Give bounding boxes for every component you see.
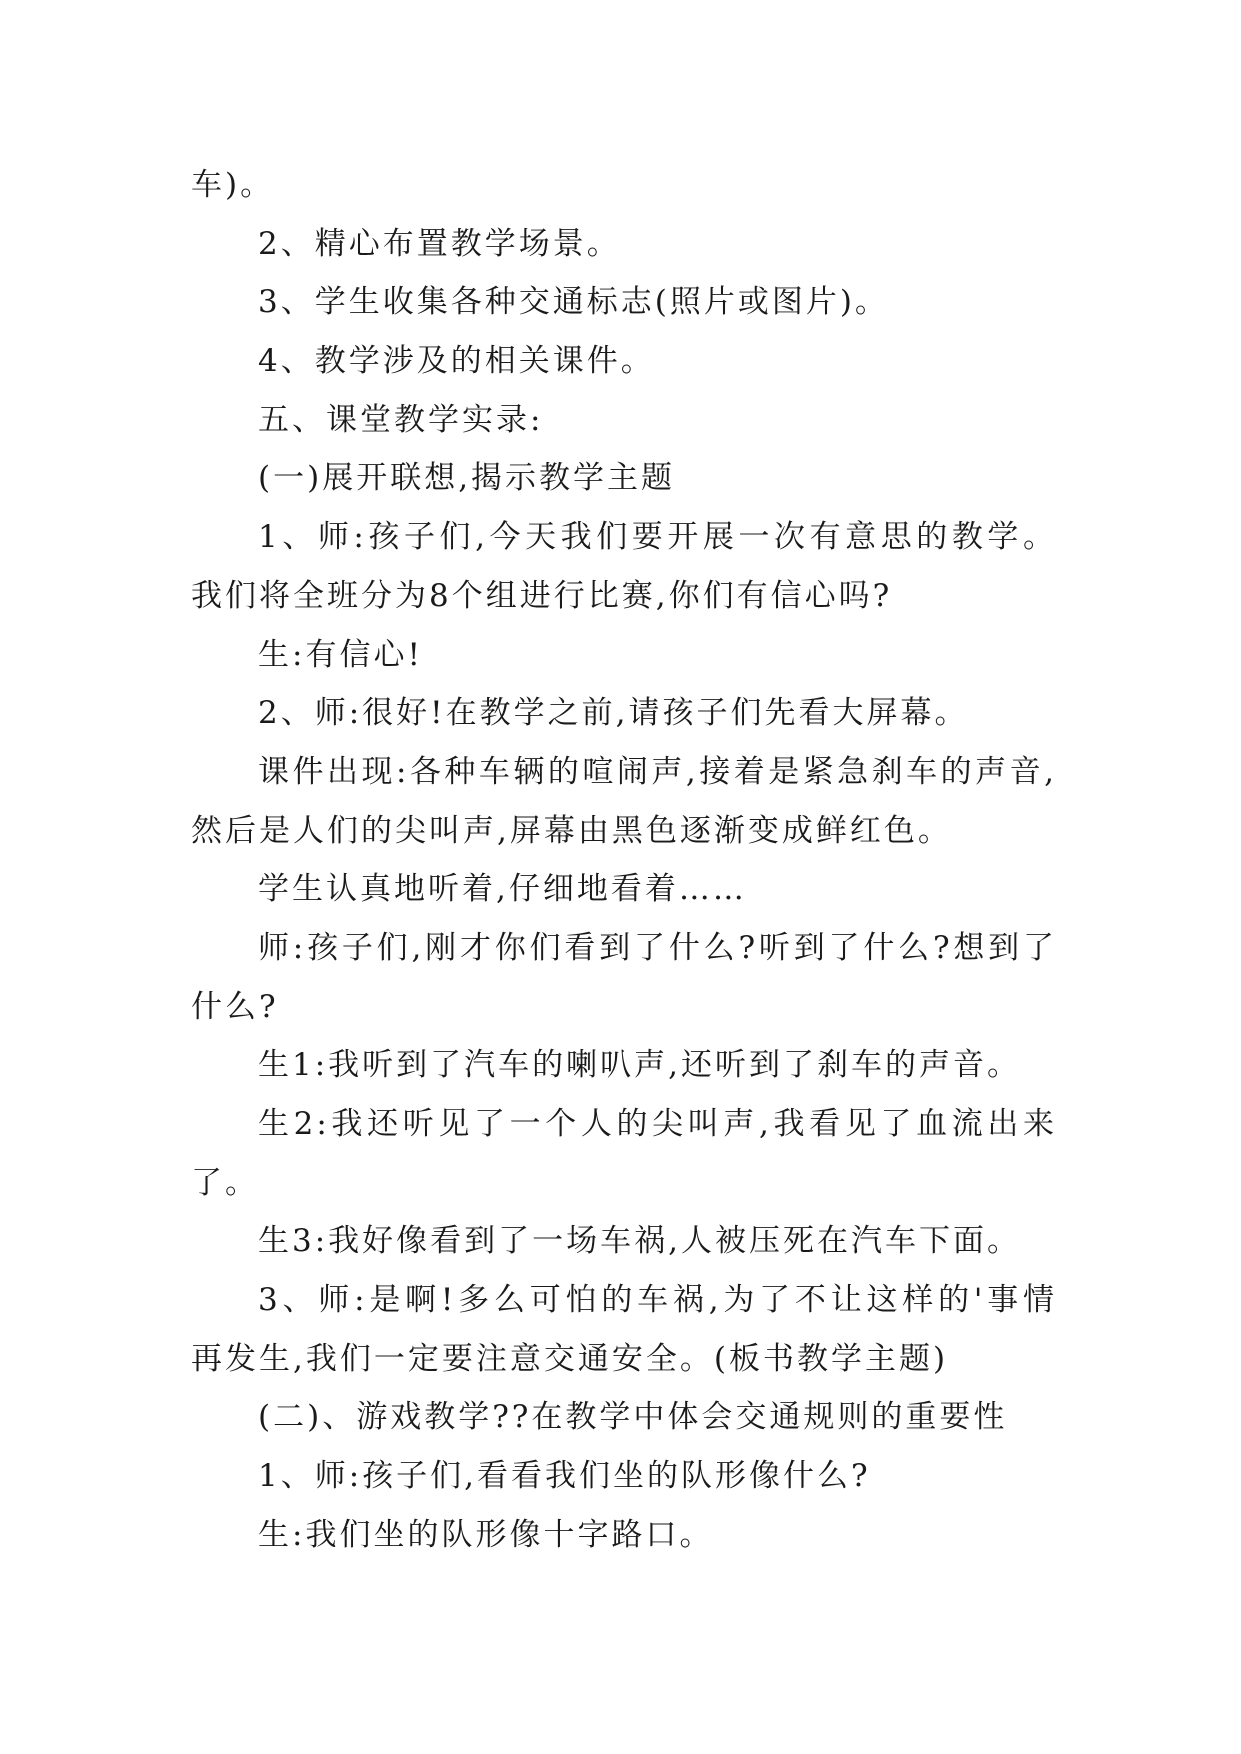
- paragraph-line: 生3:我好像看到了一场车祸,人被压死在汽车下面。: [258, 1223, 1022, 1260]
- paragraph-line: 车)。: [191, 167, 275, 203]
- paragraph-line: 师:孩子们,刚才你们看到了什么?听到了什么?想到了: [258, 929, 1057, 966]
- paragraph-line: 1、师:孩子们,今天我们要开展一次有意思的教学。: [258, 519, 1057, 556]
- paragraph-line: 再发生,我们一定要注意交通安全。(板书教学主题): [191, 1340, 949, 1377]
- paragraph-line: 4、教学涉及的相关课件。: [258, 343, 655, 380]
- section-heading: 五、课堂教学实录:: [258, 401, 544, 438]
- paragraph-line: 3、师:是啊!多么可怕的车祸,为了不让这样的'事情: [258, 1282, 1057, 1319]
- paragraph-line: 课件出现:各种车辆的喧闹声,接着是紧急刹车的声音,: [258, 753, 1057, 790]
- paragraph-line: 生:我们坐的队形像十字路口。: [258, 1516, 714, 1553]
- paragraph-line: 3、学生收集各种交通标志(照片或图片)。: [258, 284, 889, 321]
- paragraph-line: 我们将全班分为8个组进行比赛,你们有信心吗?: [191, 577, 893, 614]
- paragraph-line: 生1:我听到了汽车的喇叭声,还听到了刹车的声音。: [258, 1047, 1022, 1084]
- paragraph-line: 学生认真地听着,仔细地看着……: [258, 871, 747, 908]
- paragraph-line: 1、师:孩子们,看看我们坐的队形像什么?: [258, 1458, 871, 1495]
- paragraph-line: 2、师:很好!在教学之前,请孩子们先看大屏幕。: [258, 695, 969, 732]
- subsection-heading: (二)、游戏教学??在教学中体会交通规则的重要性: [258, 1399, 1008, 1436]
- paragraph-line: 什么?: [191, 988, 279, 1025]
- paragraph-line: 2、精心布置教学场景。: [258, 225, 621, 262]
- paragraph-line: 生:有信心!: [258, 636, 423, 673]
- subsection-heading: (一)展开联想,揭示教学主题: [258, 460, 676, 497]
- paragraph-line: 生2:我还听见了一个人的尖叫声,我看见了血流出来: [258, 1106, 1057, 1142]
- document-page: [191, 156, 1057, 1565]
- paragraph-line: 然后是人们的尖叫声,屏幕由黑色逐渐变成鲜红色。: [191, 812, 952, 849]
- paragraph-line: 了。: [191, 1164, 259, 1201]
